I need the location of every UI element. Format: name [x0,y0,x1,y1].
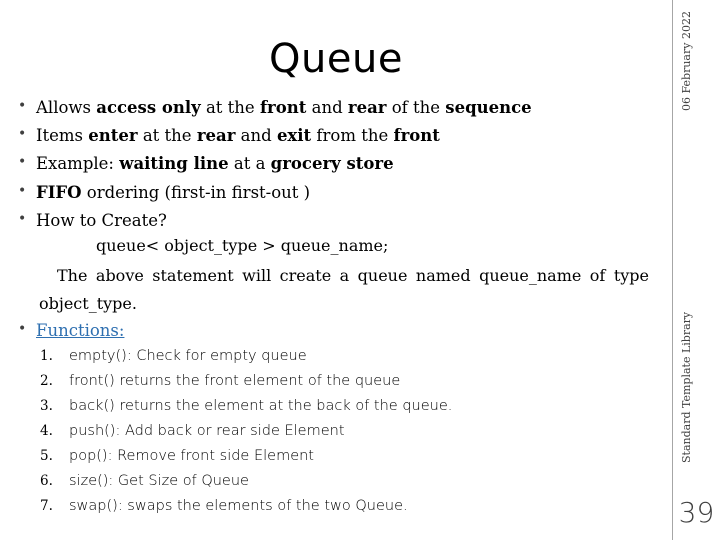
functions-link[interactable]: Functions: [36,321,125,340]
library-label: Standard Template Library [680,311,693,463]
function-text: empty(): Check for empty queue [69,348,307,364]
bullet-run: Allows [36,98,97,117]
vertical-divider [672,0,673,540]
bullet-emphasis: front [393,126,440,145]
bullet-emphasis: front [259,98,307,117]
function-number: 1. [40,348,53,364]
bullet-emphasis: enter [88,126,138,145]
bullet-dot-icon: • [18,154,27,170]
date-label: 06 February 2022 [680,11,693,111]
syntax-line: queue< object_type > queue_name; [96,236,389,255]
bullet-dot-icon: • [18,126,27,142]
function-text: push(): Add back or rear side Element [69,423,345,439]
function-number: 6. [40,473,53,489]
bullet-run: How to Create? [36,211,167,230]
bullet-item [18,154,394,173]
bullet-emphasis: rear [347,98,387,117]
function-text: back() returns the element at the back of the queue. [69,398,453,414]
description-line-2: object_type. [39,294,137,313]
bullet-dot-icon: • [18,98,27,114]
bullet-run: at the [200,98,260,117]
bullet-text [36,154,394,173]
bullet-run: of the [386,98,446,117]
bullet-run: Items [36,126,89,145]
bullet-item [18,183,311,202]
bullet-emphasis: waiting line [119,154,229,173]
function-text: size(): Get Size of Queue [69,473,249,489]
slide-number: 39 [678,496,715,529]
bullet-item [18,98,532,117]
function-text: swap(): swaps the elements of the two Queue. [69,498,408,514]
bullet-text [36,211,167,230]
bullet-run: at the [137,126,197,145]
function-number: 3. [40,398,53,414]
bullet-item [18,126,440,145]
function-number: 7. [40,498,53,514]
bullet-run: at a [228,154,271,173]
bullet-dot-icon: • [18,321,27,337]
bullet-emphasis: grocery store [270,154,394,173]
slide-title: Queue [269,36,403,82]
bullet-dot-icon: • [18,183,27,199]
bullet-text [36,126,440,145]
bullet-emphasis: rear [196,126,236,145]
bullet-emphasis: FIFO [36,183,82,202]
bullet-run: ordering (first-in first-out ) [81,183,311,202]
bullet-run: Example: [36,154,120,173]
function-number: 5. [40,448,53,464]
bullet-emphasis: sequence [445,98,532,117]
bullet-run: from the [311,126,394,145]
function-text: pop(): Remove front side Element [69,448,314,464]
bullet-text [36,183,310,202]
bullet-item [18,211,167,230]
bullet-emphasis: access only [96,98,201,117]
function-number: 4. [40,423,53,439]
bullet-dot-icon: • [18,211,27,227]
function-number: 2. [40,373,53,389]
bullet-run: and [235,126,277,145]
bullet-emphasis: exit [276,126,312,145]
bullet-run: and [306,98,348,117]
function-text: front() returns the front element of the queue [69,373,401,389]
bullet-item-functions [18,321,125,340]
bullet-text [36,98,532,117]
description-line-1: The above statement will create a queue named queue_name of type [57,266,649,285]
